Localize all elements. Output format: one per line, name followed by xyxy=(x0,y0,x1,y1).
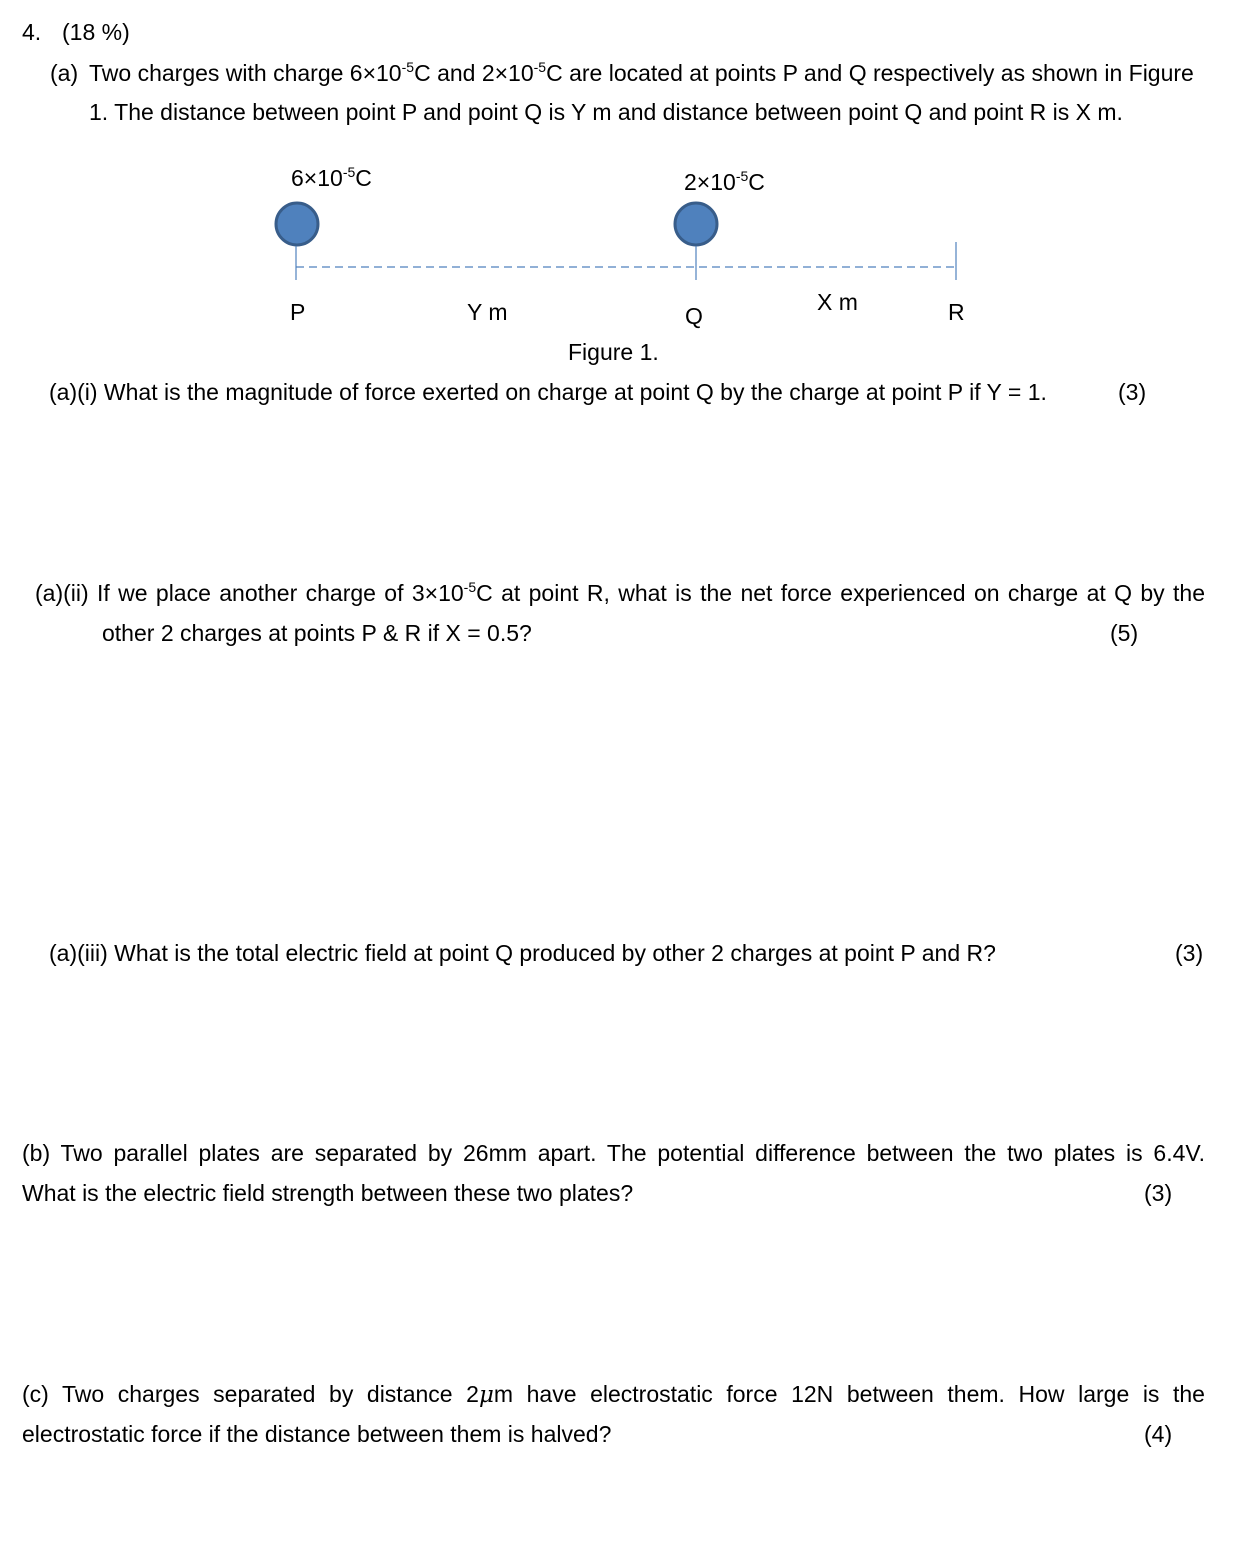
question-a-ii-line2: other 2 charges at points P & R if X = 0.5? xyxy=(102,620,532,646)
charge-p-circle xyxy=(276,203,318,245)
charge-q-circle xyxy=(675,203,717,245)
part-a-intro-line1: Two charges with charge $6\times 10^{-5}C$ and $2\times 10^{-5}C$ are located at points P and Q respectively as shown in Figure xyxy=(89,59,1194,86)
question-number: 4. xyxy=(22,19,42,45)
question-a-i-text: (a)(i) What is the magnitude of force exerted on charge at point Q by the charge at point P if Y = 1. xyxy=(49,379,1047,405)
question-b-marks: (3) xyxy=(1144,1180,1173,1206)
distance-pq-label: Y m xyxy=(467,299,508,325)
point-p-label: P xyxy=(290,299,306,325)
question-a-iii-marks: (3) xyxy=(1175,940,1204,966)
figure-1 xyxy=(0,150,1238,350)
question-c-marks: (4) xyxy=(1144,1421,1173,1447)
point-r-label: R xyxy=(948,299,965,325)
distance-qr-label: X m xyxy=(817,289,858,315)
question-c-line2: electrostatic force if the distance between them is halved? xyxy=(22,1421,612,1447)
question-b-line1: (b) Two parallel plates are separated by 26mm apart. The potential difference between the two plates is 6.4V. xyxy=(22,1140,1205,1166)
question-c-line1: (c) Two charges separated by distance 2μm have electrostatic force 12N between them. How large is the xyxy=(22,1381,1205,1408)
figure-caption: Figure 1. xyxy=(568,339,659,365)
question-a-i-marks: (3) xyxy=(1118,379,1147,405)
question-b-line2: What is the electric field strength between these two plates? xyxy=(22,1180,634,1206)
part-a-intro-line2: 1. The distance between point P and point Q is Y m and distance between point Q and point R is X m. xyxy=(89,99,1123,125)
charge-q-label: $2\times 10^{-5}C$ xyxy=(684,168,765,195)
charge-p-label: $6\times 10^{-5}C$ xyxy=(291,164,372,191)
part-a-label: (a) xyxy=(50,60,79,86)
point-q-label: Q xyxy=(685,303,703,329)
question-a-ii-marks: (5) xyxy=(1110,620,1139,646)
question-marks: (18 %) xyxy=(62,19,130,45)
question-a-iii-text: (a)(iii) What is the total electric field at point Q produced by other 2 charges at point P and R? xyxy=(49,940,996,966)
question-a-ii-line1: (a)(ii) If we place another charge of $3\times 10^{-5}C$ at point R, what is the net force experienced on charge at Q by the xyxy=(35,579,1205,606)
